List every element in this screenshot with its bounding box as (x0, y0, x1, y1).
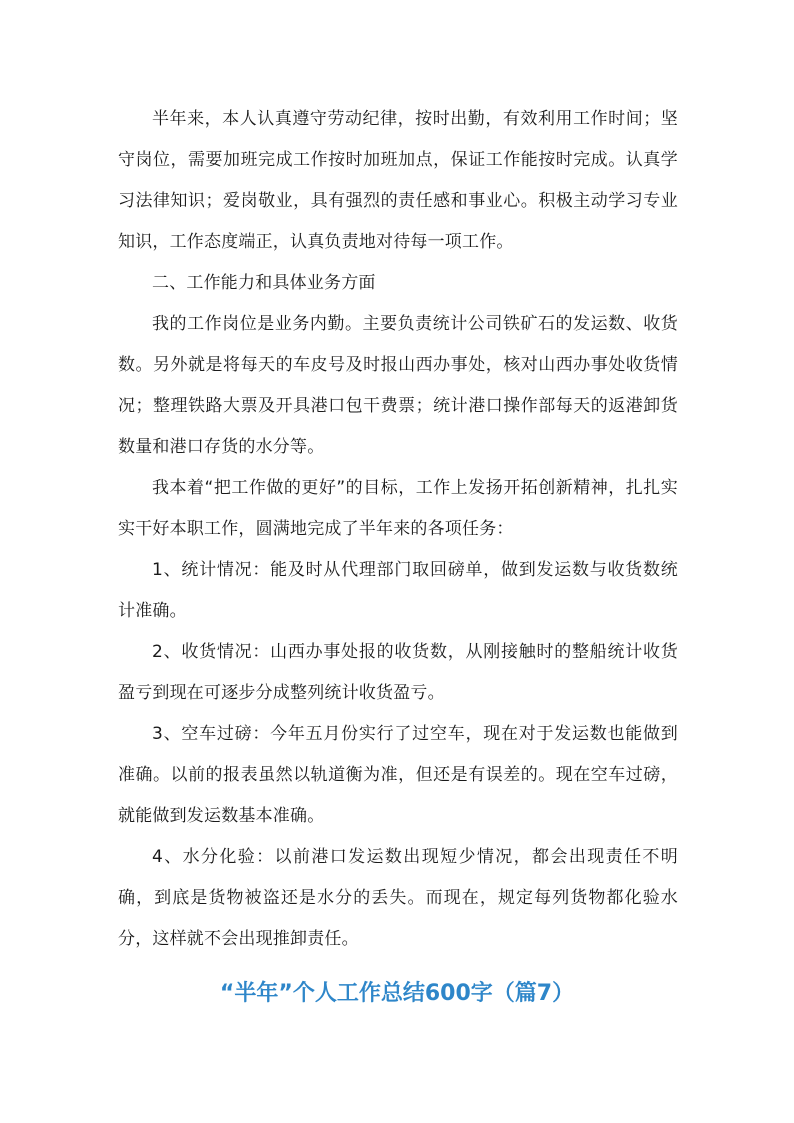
subheading-work-ability: 二、工作能力和具体业务方面 (152, 273, 376, 293)
paragraph-work-attitude: 半年来，本人认真遵守劳动纪律，按时出勤，有效利用工作时间；坚守岗位，需要加班完成工作按时加班加点，保证工作能按时完成。认真学习法律知识；爱岗敬业，具有强烈的责任感和事业心。积极主动学习专业知识，工作态度端正，认真负责地对待每一项工作。 (118, 109, 678, 252)
list-item-moisture-test: 4、水分化验：以前港口发运数出现短少情况，都会出现责任不明确，到底是货物被盗还是水分的丢失。而现在，规定每列货物都化验水分，这样就不会出现推卸责任。 (118, 847, 678, 949)
paragraph-job-duties: 我的工作岗位是业务内勤。主要负责统计公司铁矿石的发运数、收货数。另外就是将每天的车皮号及时报山西办事处，核对山西办事处收货情况；整理铁路大票及开具港口包干费票；统计港口操作部每天的返港卸货数量和港口存货的水分等。 (118, 314, 678, 457)
list-item-receiving: 2、收货情况：山西办事处报的收货数，从刚接触时的整船统计收货盈亏到现在可逐步分成整列统计收货盈亏。 (118, 642, 678, 703)
paragraph-goals: 我本着“把工作做的更好”的目标，工作上发扬开拓创新精神，扎扎实实干好本职工作，圆满地完成了半年来的各项任务： (118, 478, 678, 539)
document-body (118, 99, 678, 960)
list-item-empty-car-weighing: 3、空车过磅：今年五月份实行了过空车，现在对于发运数也能做到准确。以前的报表虽然以轨道衡为准，但还是有误差的。现在空车过磅，就能做到发运数基本准确。 (118, 724, 678, 826)
list-item-statistics: 1、统计情况：能及时从代理部门取回磅单，做到发运数与收货数统计准确。 (118, 560, 678, 621)
section-heading: “半年”个人工作总结600字（篇7） (219, 981, 575, 1006)
